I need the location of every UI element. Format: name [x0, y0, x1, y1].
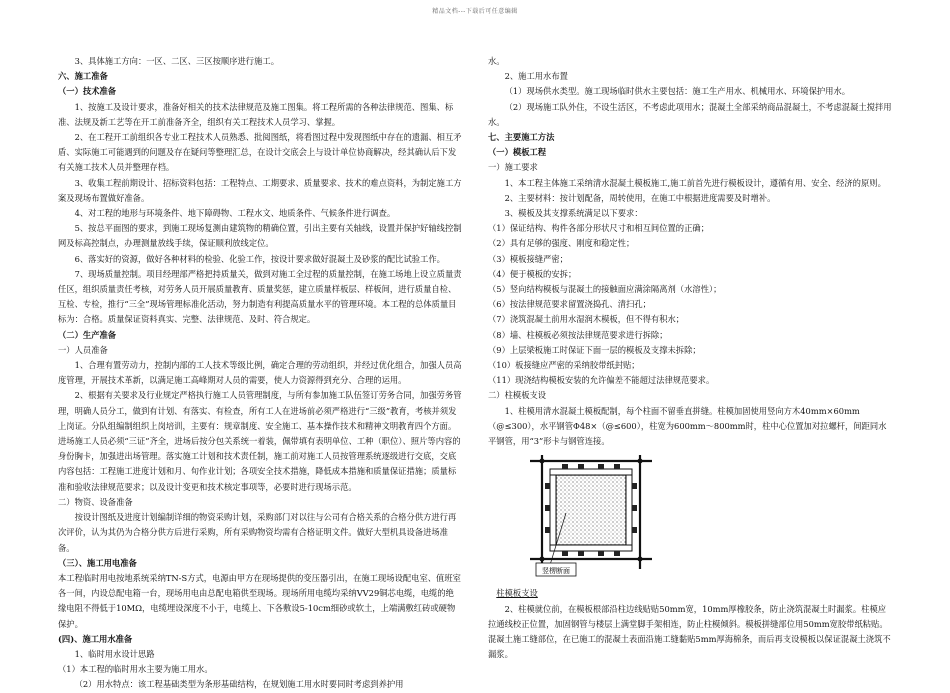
- paragraph: 2、柱模就位前，在模板根部沿柱边线贴贴50mm宽，10mm厚橡胶条，防止浇筑混凝土时漏浆。柱模应拉通线校正位置，加固钢管与楼层上满堂脚手架相连，防止柱模倾斜。模板拼缝部位用50mm宽胶带纸粘贴。混凝土施工缝部位，在已施工的混凝土表面沿施工缝黏贴5mm厚海棉条，而后再支设模板以保证混凝土浇筑不漏浆。: [488, 603, 891, 660]
- paragraph: 水。: [488, 56, 505, 66]
- paragraph: （8）墙、柱模板必须按法律规范要求进行拆除；: [488, 329, 668, 340]
- paragraph: 3、具体施工方向：一区、二区、三区按顺序进行施工。: [74, 56, 279, 66]
- paragraph: 5、按总平面图的要求，到施工现场复测由建筑物的精确位置，引出主要有关轴线，设置并保护好轴线控制网及标高控制点，办理测量放线手续，保证顺利放线定位。: [58, 223, 462, 249]
- paragraph: （3）模板接缝严密；: [488, 253, 568, 264]
- paragraph: 按设计图纸及进度计划编制详细的物资采购计划，采购部门对以往与公司有合格关系的合格分供方进行再次评价，认为其仍为合格分供方后进行采购，所有采购物资均需有合格证明文件。做好大型机具设备进场准备。: [58, 512, 457, 553]
- section-heading: （二）生产准备: [58, 329, 117, 340]
- right-column: [488, 54, 893, 663]
- paragraph: 6、落实好的资源，做好各种材料的检验、化验工作，按设计要求做好混凝土及砂浆的配比试验工作。: [74, 253, 445, 264]
- section-heading: (四)、施工用水准备: [58, 633, 133, 644]
- figure-label: 竖楞断面: [542, 567, 570, 576]
- column-formwork-diagram: [516, 453, 666, 581]
- page-header: 精品文档---下载后可任意编辑: [432, 8, 518, 15]
- column-section: [556, 475, 626, 545]
- paragraph: （10）板接缝应严密的采纳胶带纸封贴；: [488, 360, 640, 371]
- paragraph: （1）现场供水类型。施工现场临时供水主要包括：施工生产用水、机械用水、环境保护用水。: [504, 86, 851, 97]
- form-plate-top: [550, 469, 632, 475]
- section-heading: 七、主要施工方法: [488, 132, 555, 143]
- paragraph: （2）具有足够的强度、刚度和稳定性；: [488, 238, 635, 249]
- section-heading: 六、施工准备: [58, 71, 108, 82]
- paragraph: （4）便于模板的安拆；: [488, 268, 577, 279]
- paragraph: 二）物资、设备准备: [58, 496, 133, 507]
- paragraph: 2、在工程开工前组织各专业工程技术人员熟悉、批阅图纸，将看图过程中发现图纸中存在的遗漏、相互矛盾、实际施工可能遇到的问题及存在疑问等整理汇总，在设计交底会上与设计单位协商解决，经其确认后下发有关施工技术人员并整理存档。: [58, 132, 462, 173]
- form-plate-right: [626, 475, 632, 545]
- paragraph: （1）保证结构、构件各部分形状尺寸和相互间位置的正确；: [488, 223, 709, 234]
- paragraph: （2）现场施工队外住，不设生活区，不考虑此项用水；混凝土全部采纳商品混凝土，不考虑混凝土搅拌用水。: [488, 101, 892, 127]
- right-column-after-figure: [488, 602, 893, 663]
- paragraph: 2、施工用水布置: [504, 71, 568, 82]
- paragraph: 1、柱模用清水混凝土模板配制，每个柱面不留垂直拼缝。柱模加固使用竖向方木40mm×60mm（@≤300），水平钢管Φ48×（@≤600），柱宽为600mm～800mm时，柱中心位置加对拉螺杆，间距同水平钢管，用“3”形卡与钢管连接。: [488, 405, 887, 447]
- paragraph: 7、现场质量控制。项目经理部严格把持质量关，做到对施工全过程的质量控制，在施工场地上设立质量责任区，组织质量责任考核，对劳务人员开展质量教育、质量奖惩，建立质量样板层、样板间，进行质量自检、互检、专检，推行“三全”现场管理标准化活动，努力制造有利提高质量水平的管理环境。本工程的总体质量目标为：合格。质量保证资料真实、完整、法律规范、及时、符合规定。: [58, 268, 462, 325]
- section-heading: （一）模板工程: [488, 147, 547, 158]
- paragraph: （2）用水特点：该工程基础类型为条形基础结构，在规划施工用水时要同时考虑到养护用: [74, 679, 404, 690]
- figure-caption: 柱模板支设: [496, 588, 538, 599]
- paragraph: 3、模板及其支撑系统满足以下要求：: [504, 208, 643, 219]
- paragraph: （5）竖向结构模板与混凝土的接触面应满涂隔离剂（水溶性）；: [488, 284, 722, 295]
- right-column-text: [488, 54, 893, 449]
- paragraph: 本工程临时用电按地系统采纳TN-S方式，电源由甲方在现场提供的变压器引出，在施工现场设配电室、值班室各一间，内设总配电箱一台，现场用电由总配电箱供至现场。现场所用电缆均采纳VV29铜芯电缆，电缆的绝缘电阻不得低于10MΩ，电缆埋设深度不小于，电缆上、下各敷设5-10cm细砂或软土，上端满敷红砖或硬物保护。: [58, 572, 461, 629]
- form-plate-bottom: [550, 545, 632, 551]
- paragraph: （7）浇筑混凝土前用水湿润木模板，但不得有积水；: [488, 314, 685, 325]
- form-plate-left: [550, 475, 556, 545]
- paragraph: 1、临时用水设计思路: [74, 648, 155, 659]
- paragraph: （6）按法律规范要求留置浇捣孔、清扫孔；: [488, 299, 651, 310]
- paragraph: （11）现浇结构模板安装的允许偏差不能超过法律规范要求。: [488, 375, 715, 386]
- paragraph: （1）本工程的临时用水主要为施工用水。: [58, 664, 213, 675]
- paragraph: 4、对工程的地形与环境条件、地下障碍物、工程水文、地质条件、气候条件进行调查。: [74, 208, 396, 219]
- paragraph: 2、主要材料：按计划配备，周转使用，在施工中根据进度需要及时增补。: [504, 192, 776, 203]
- left-column: [58, 54, 462, 693]
- paragraph: 1、按施工及设计要求，准备好相关的技术法律规范及施工图集。将工程所需的各种法律规范、图集、标准、法规及新工艺等在开工前准备齐全，组织有关工程技术人员学习、掌握。: [58, 101, 454, 127]
- paragraph: 3、收集工程前期设计、招标资料包括：工程特点、工期要求、质量要求、技术的难点资料，为制定施工方案及现场布置做好准备。: [58, 177, 462, 203]
- section-heading: （三）、施工用电准备: [58, 557, 137, 568]
- paragraph: 一）人员准备: [58, 344, 108, 355]
- paragraph: 一）施工要求: [488, 162, 538, 173]
- paragraph: 2、根据有关要求及行业规定严格执行施工人员管理制度，与所有参加施工队伍签订劳务合同，加强劳务管理，明确人员分工，做到有计划、有落实、有检查，所有工人在进场前必须严格进行“三级”教育，考核并须发上岗证。分队组编制组织上岗培训，主要有：规章制度、安全施工、基本操作技术和精神文明教育四个方面。进场施工人员必须“三证”齐全，进场后按分包关系统一着装，佩带填有表明单位、工种（职位）、照片等内容的身份胸卡，加强进出场管理。落实施工计划和技术责任制，施工前对施工人员按管理系统逐级进行交底，交底内容包括：工程施工进度计划和月、旬作业计划；各项安全技术措施，降低成本措施和质量保证措施；质量标准和验收法律规范要求；以及设计变更和技术核定事项等，必要时进行现场示范。: [58, 390, 462, 492]
- paragraph: 二）柱模板支设: [488, 390, 547, 401]
- paragraph: 1、合理有置劳动力，控制内部的工人技术等级比例，确定合理的劳动组织，并经过优化组合，加强人员高度管理，开展技术革新，以满足施工高峰期对人员的需要，使人力资源得到充分、合理的运用。: [58, 360, 462, 386]
- paragraph: 1、本工程主体施工采纳清水混凝土模板施工,施工前首先进行模板设计，遵循有用、安全、经济的原则。: [504, 177, 886, 188]
- section-heading: （一）技术准备: [58, 86, 117, 97]
- paragraph: （9）上层梁板施工时保证下面一层的模板及支撑未拆除；: [488, 344, 701, 355]
